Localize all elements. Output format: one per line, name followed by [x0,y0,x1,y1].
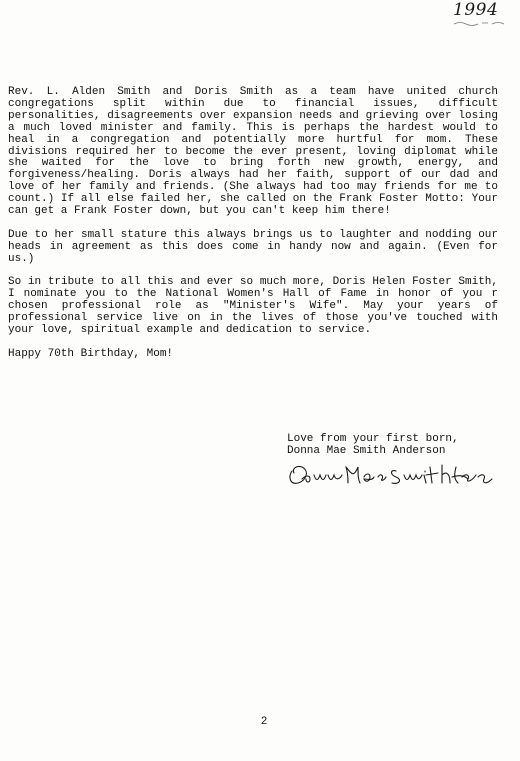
paragraph-4: Happy 70th Birthday, Mom! [8,347,174,360]
paragraph-1: Rev. L. Alden Smith and Doris Smith as a team have united church congregations split within due to financial issues, difficult personalities, disagreements over expansion needs and grieving over losing a much loved minister and family. This is perhaps the hardest would to heal in a congregation and potentially more hurtful for mom. These divisions required her to become the ever present, loving diplomat while she waited for the love to bring forth new growth, energy, and forgiveness/healing. Doris always had her faith, support of our dad and love of her family and friends. (She always had too may friends for me to count.) If all else failed her, she called on the Frank Foster Motto: Your can get a Frank Foster down, but you can't keep him there! [8,86,498,218]
closing-block [287,433,459,457]
paragraph-3: So in tribute to all this and ever so much more, Doris Helen Foster Smith, I nominate you to the National Women's Hall of Fame in honor of you r chosen professional role as "Minister's Wife". May your years of professional service live on in the lives of those you've touched with your love, spiritual example and dedication to service. [8,276,498,337]
handwritten-signature [286,457,496,491]
page-number: 2 [260,716,268,728]
letter-body [8,87,498,373]
signer-name: Donna Mae Smith Anderson [287,445,446,457]
handwritten-year-note: 1994 [453,0,499,20]
closing-line: Love from your first born, [287,433,459,445]
paragraph-2: Due to her small stature this always brings us to laughter and nodding our heads in agreement as this does come in handy now and again. (Even for us.) [8,228,498,265]
handwritten-scribble [452,19,512,27]
